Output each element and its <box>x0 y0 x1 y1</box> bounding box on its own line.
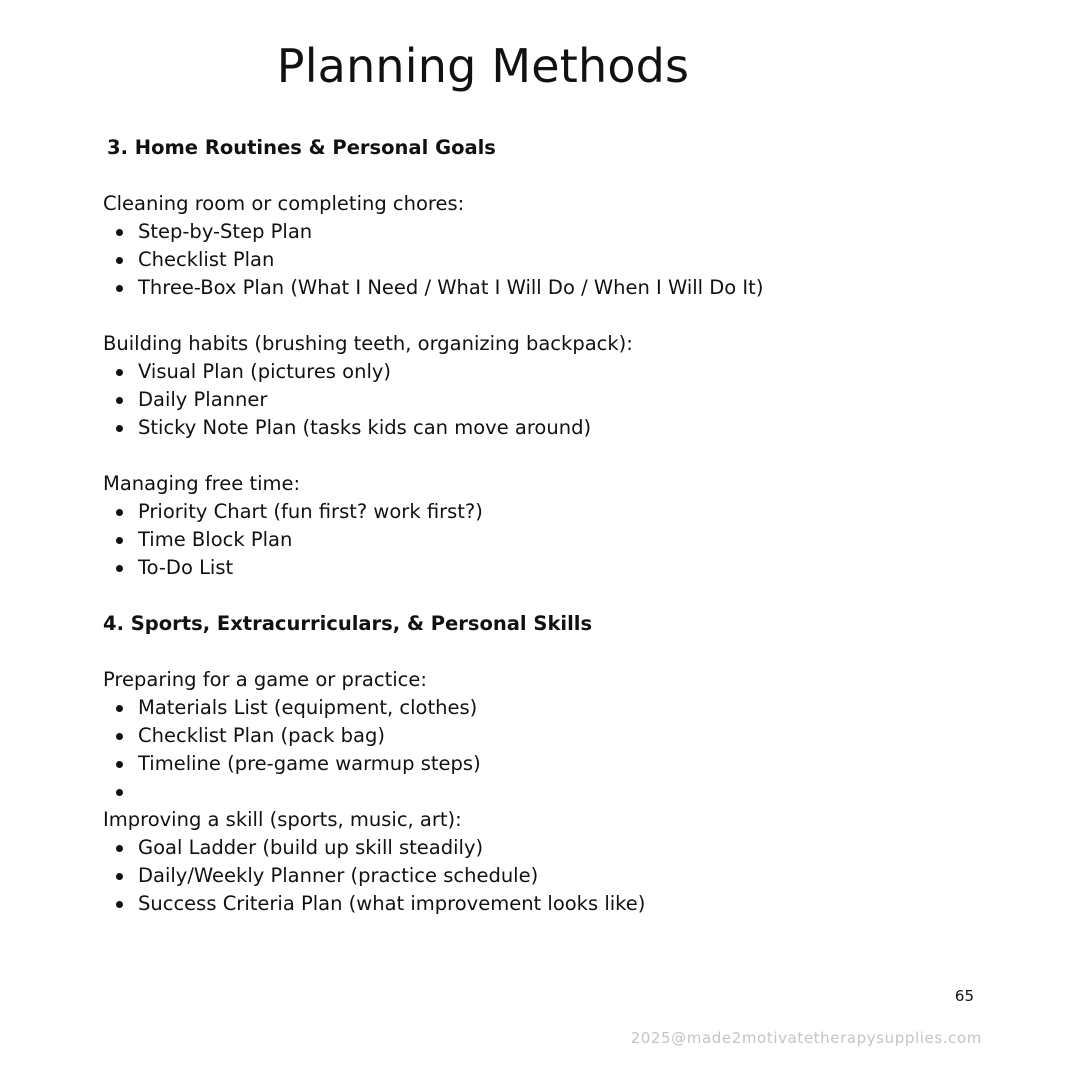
list-item: Daily Planner <box>103 386 1003 414</box>
bullet-list-game-prep <box>103 694 1003 806</box>
document-body <box>103 134 1003 918</box>
bullet-list-skill <box>103 834 1003 918</box>
list-item-empty <box>103 778 1003 806</box>
list-item: Three-Box Plan (What I Need / What I Will Do / When I Will Do It) <box>103 274 1003 302</box>
spacer <box>103 582 1003 610</box>
footer-copyright: 2025@made2motivatetherapysupplies.com <box>630 1029 982 1047</box>
list-item: Goal Ladder (build up skill steadily) <box>103 834 1003 862</box>
section-heading-sports: 4. Sports, Extracurriculars, & Personal Skills <box>103 612 593 635</box>
list-item: Visual Plan (pictures only) <box>103 358 1003 386</box>
group-intro-free-time: Managing free time: <box>103 472 301 495</box>
list-item: Checklist Plan <box>103 246 1003 274</box>
list-item: To-Do List <box>103 554 1003 582</box>
section-heading-home-routines: 3. Home Routines & Personal Goals <box>107 136 496 159</box>
group-intro-habits: Building habits (brushing teeth, organizing backpack): <box>103 332 633 355</box>
group-intro-game-prep: Preparing for a game or practice: <box>103 668 427 691</box>
bullet-list-chores <box>103 218 1003 302</box>
bullet-list-free-time <box>103 498 1003 582</box>
bullet-list-habits <box>103 358 1003 442</box>
list-item: Daily/Weekly Planner (practice schedule) <box>103 862 1003 890</box>
spacer <box>103 442 1003 470</box>
list-item: Checklist Plan (pack bag) <box>103 722 1003 750</box>
list-item: Timeline (pre-game warmup steps) <box>103 750 1003 778</box>
spacer <box>103 302 1003 330</box>
group-intro-skill: Improving a skill (sports, music, art): <box>103 808 462 831</box>
list-item: Priority Chart (fun first? work first?) <box>103 498 1003 526</box>
list-item: Sticky Note Plan (tasks kids can move around) <box>103 414 1003 442</box>
list-item: Step-by-Step Plan <box>103 218 1003 246</box>
spacer <box>103 638 1003 666</box>
page-title: Planning Methods <box>276 39 690 93</box>
list-item: Materials List (equipment, clothes) <box>103 694 1003 722</box>
spacer <box>103 162 1003 190</box>
list-item: Success Criteria Plan (what improvement looks like) <box>103 890 1003 918</box>
list-item: Time Block Plan <box>103 526 1003 554</box>
page-number: 65 <box>954 987 974 1005</box>
group-intro-chores: Cleaning room or completing chores: <box>103 192 465 215</box>
